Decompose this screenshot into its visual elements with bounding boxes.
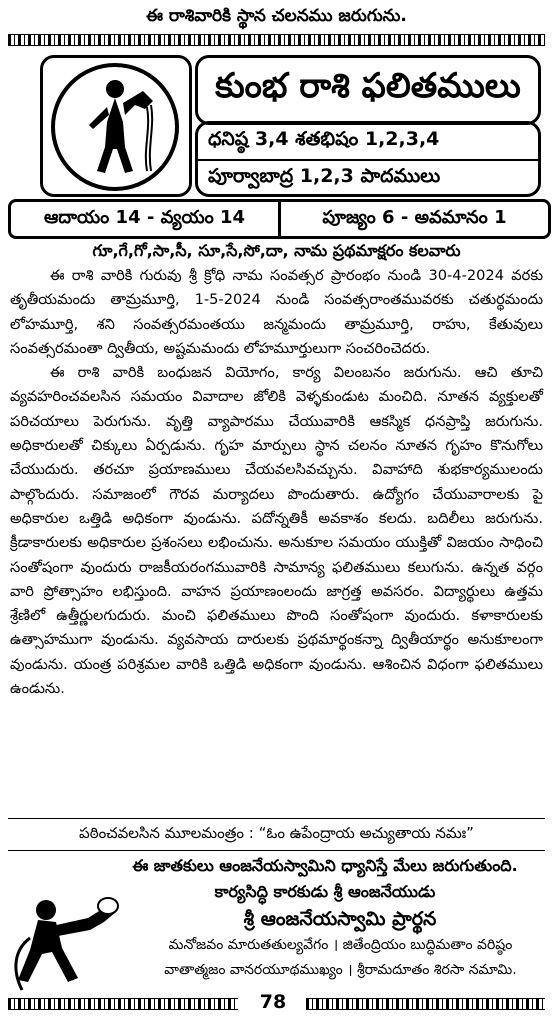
hanuman-icon: [8, 890, 120, 998]
decorative-border-bottom-left: [8, 998, 238, 1010]
decorative-border-bottom-right: [306, 998, 545, 1010]
decorative-border: [8, 34, 545, 46]
devotion-line-1: ఈ జాతకులు ఆంజనేయస్వామిని ధ్యానిస్తే మేలు జరుగుతుంది.: [132, 856, 518, 875]
zodiac-sign-box: [40, 55, 192, 197]
shloka-line-1: మనోజవం మారుతతుల్యవేగం । జితేంద్రియం బుద్ధిమతాం వరిష్ఠం: [168, 937, 513, 953]
devotion-line-2: కార్యసిద్ధి కారకుడు శ్రీ ఆంజనేయుడు: [214, 882, 436, 901]
divider: [8, 850, 545, 851]
honor-dishonor: పూజ్యం 6 - అవమానం 1: [278, 202, 548, 236]
rasi-title: కుంభ రాశి ఫలితములు: [195, 55, 541, 125]
aquarius-icon: [51, 63, 179, 191]
mula-mantra: పఠించవలసిన మూలమంత్రం : “ఓం ఉపేంద్రాయ అచ్యుతాయ నమః”: [79, 824, 474, 842]
shloka-line-2: వాతాత్మజం వానరయూథముఖ్యం । శ్రీరామదూతం శిరసా నమామి.: [164, 962, 517, 978]
page-number: 78: [259, 991, 287, 1013]
aayam-box: [8, 199, 551, 239]
paragraph-planets: ఈ రాశి వారికి గురువు శ్రీ క్రోధి నామ సంవత్సర ప్రారంభం నుండి 30-4-2024 వరకు తృతీయమందు తామ్రమూర్తి, 1-5-2024 నుండి సంవత్సరాంతమువరకు చతుర్థమందు లోహమూర్తి, శని సంవత్సరమంతయు జన్మమందు తామ్రమూర్తి, రాహు, కేతువులు సంవత్సరమంతా ద్వితీయ, అష్టమమందు లోహమూర్తులుగా సంచరించెదరు.: [10, 267, 543, 357]
paragraph-effects: ఈ రాశి వారికి బంధుజన వియోగం, కార్య విలంబనం జరుగును. ఆచి తూచి వ్యవహరించవలసిన సమయం వివాదాల జోలికి వెళ్ళకుండుట మంచిది. నూతన వ్యక్తులతో పరిచయాలు పెరుగును. వృత్తి వ్యాపారము చేయువారికి ఆకస్మిక ధనప్రాప్తి జరుగును. అధికారులతో చిక్కులు ఏర్పడును. గృహ మార్పులు స్థాన చలనం నూతన గృహం కొనుగోలు చేయుదురు. తరచూ ప్రయాణములు చేయవలసివచ్చును. వివాహాది శుభకార్యములందు పాల్గొందురు. సమాజంలో గౌరవ మర్యాదలు పొందుతారు. ఉద్యోగం చేయువారాలకు పై అధికారుల ఒత్తిడి అధికంగా వుండును. పదోన్నతికీ అవకాశం కలదు. బదిలీలు జరుగును. క్రీడాకారులకు అధికారుల ప్రశంసలు లభించును. అనుకూల సమయం యుక్తితో విజయం సాధించి సంతోషంగా వుందురు రాజకీయరంగమువారికి సామాన్య ఫలితములు కలుగును. ఉన్నత వర్గం వారి ప్రోత్సాహం లభిస్తుంది. వాహన ప్రయాణంలందు జాగ్రత్త అవసరం. విద్యార్థులు ఉత్తమ శ్రేణిలో ఉత్తీర్ణులగుదురు. మంచి ఫలితములు పొంది సంతోషంగా వుందురు. కళాకారులకు ఉత్సాహముగా వుండును. వ్యవసాయ దారులకు ప్రథమార్థంకన్నా ద్వితీయార్థం అనుకూలంగా వుండును. యంత్ర పరిశ్రమల వారికి ఒత్తిడి అధికంగా వుండును. ఆశించిన విధంగా ఫలితములు ఉండును.: [10, 364, 543, 698]
name-letters-line: గూ,గే,గో,సా,సీ, సూ,సే,సో,దా, నామ ప్రథమాక్షరం కలవారు: [92, 241, 461, 260]
nakshatra-line-1: ధనిష్ఠ 3,4 శతభిషం 1,2,3,4: [208, 128, 440, 150]
prayer-title: శ్రీ ఆంజనేయస్వామి ప్రార్థన: [243, 908, 437, 930]
predictions-text: [10, 264, 543, 701]
divider: [8, 818, 545, 819]
income-expense: ఆదాయం 14 - వ్యయం 14: [43, 206, 246, 228]
nakshatra-box: [195, 121, 541, 197]
top-note: ఈ రాశివారికి స్థాన చలనము జరుగును.: [146, 6, 407, 26]
nakshatra-line-2: పూర్వాబాద్ర 1,2,3 పాదములు: [198, 159, 538, 196]
